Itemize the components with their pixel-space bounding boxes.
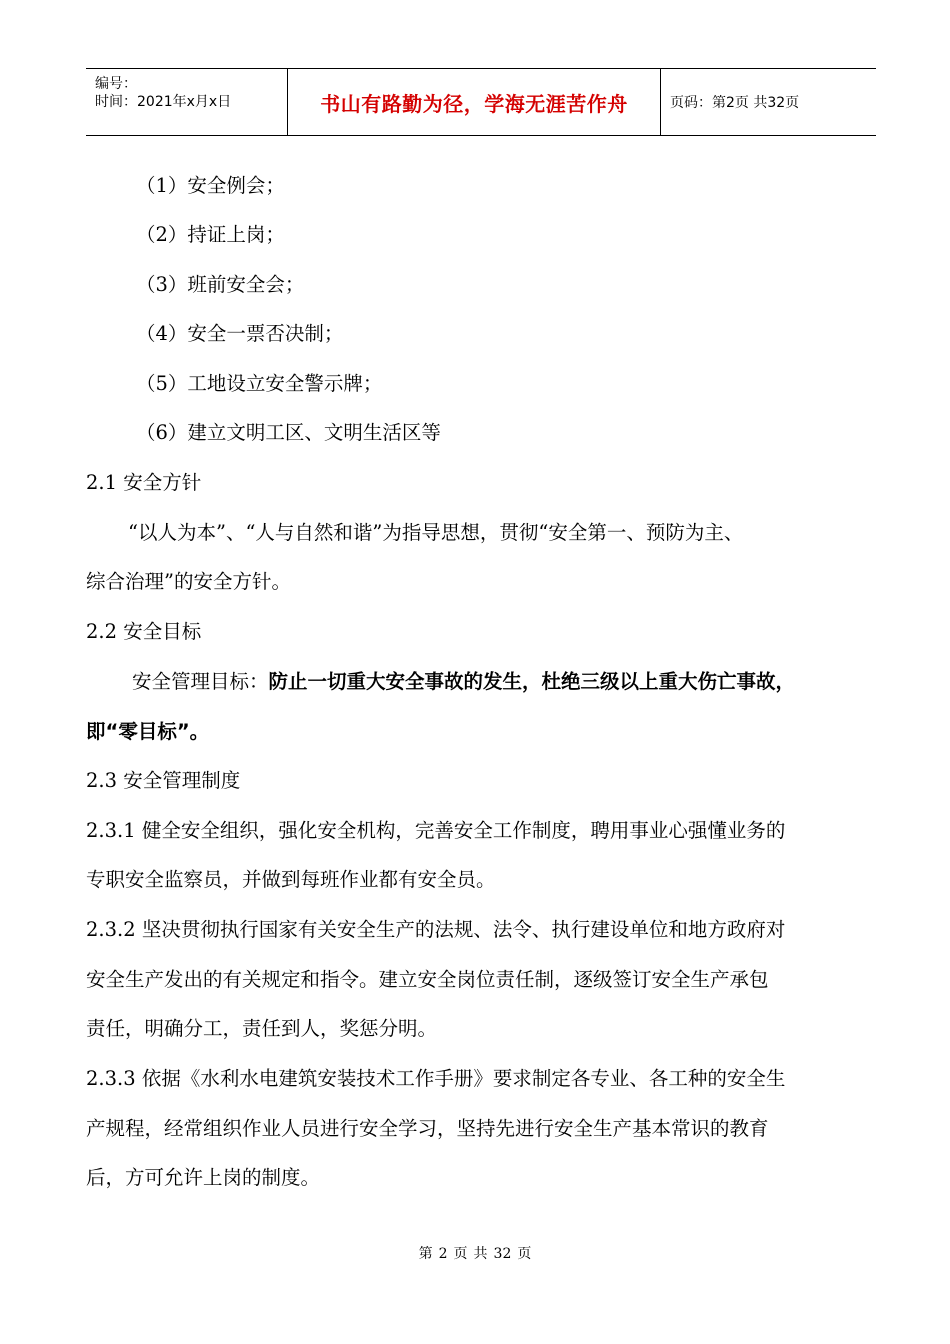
- footer-ye: 页: [453, 1246, 468, 1262]
- page-footer: [0, 1243, 950, 1263]
- footer-di: 第: [418, 1246, 433, 1262]
- list-item: （5）工地设立安全警示牌；: [136, 372, 383, 395]
- paragraph-line: 综合治理”的安全方针。: [86, 570, 291, 593]
- paragraph-line: 2.3.1 健全安全组织，强化安全机构，完善安全工作制度，聘用事业心强懂业务的: [86, 819, 786, 842]
- header-page-info: 页码：第2页 共32页: [670, 95, 800, 111]
- goal-bold-text: 防止一切重大安全事故的发生，杜绝三级以上重大伤亡事故，: [268, 670, 796, 693]
- paragraph-line: 产规程，经常组织作业人员进行安全学习，坚持先进行安全生产基本常识的教育: [86, 1117, 769, 1140]
- section-heading-2-2: 2.2 安全目标: [86, 620, 202, 643]
- list-item: （2）持证上岗；: [136, 223, 285, 246]
- footer-ye2: 页: [517, 1246, 532, 1262]
- goal-prefix: 安全管理目标：: [132, 670, 269, 693]
- paragraph-line: [132, 667, 795, 697]
- list-item: （4）安全一票否决制；: [136, 322, 344, 345]
- paragraph-line: “以人为本”、“人与自然和谐”为指导思想，贯彻“安全第一、预防为主、: [128, 521, 744, 544]
- paragraph-line: 2.3.3 依据《水利水电建筑安装技术工作手册》要求制定各专业、各工种的安全生: [86, 1067, 786, 1090]
- number-label: 编号：: [95, 76, 137, 92]
- paragraph-line: 责任，明确分工，责任到人，奖惩分明。: [86, 1017, 438, 1040]
- paragraph-line: 安全生产发出的有关规定和指令。建立安全岗位责任制，逐级签订安全生产承包: [86, 968, 769, 991]
- footer-gong: 共: [473, 1246, 488, 1262]
- list-item: （1）安全例会；: [136, 174, 285, 197]
- goal-bold-text: 即“零目标”。: [86, 720, 210, 743]
- section-heading-2-3: 2.3 安全管理制度: [86, 769, 241, 792]
- paragraph-line: 2.3.2 坚决贯彻执行国家有关安全生产的法规、法令、执行建设单位和地方政府对: [86, 918, 786, 941]
- footer-page-number: 2: [438, 1246, 448, 1262]
- list-item: （6）建立文明工区、文明生活区等: [136, 421, 441, 444]
- time-label: 时间：2021年x月x日: [95, 94, 232, 110]
- footer-total-pages: 32: [493, 1246, 512, 1262]
- paragraph-line: 后，方可允许上岗的制度。: [86, 1166, 321, 1189]
- section-heading-2-1: 2.1 安全方针: [86, 471, 202, 494]
- header-motto: 书山有路勤为径，学海无涯苦作舟: [288, 69, 661, 135]
- header-meta: [86, 69, 288, 135]
- paragraph-line: 专职安全监察员，并做到每班作业都有安全员。: [86, 868, 496, 891]
- page-header: [86, 68, 876, 136]
- list-item: （3）班前安全会；: [136, 273, 305, 296]
